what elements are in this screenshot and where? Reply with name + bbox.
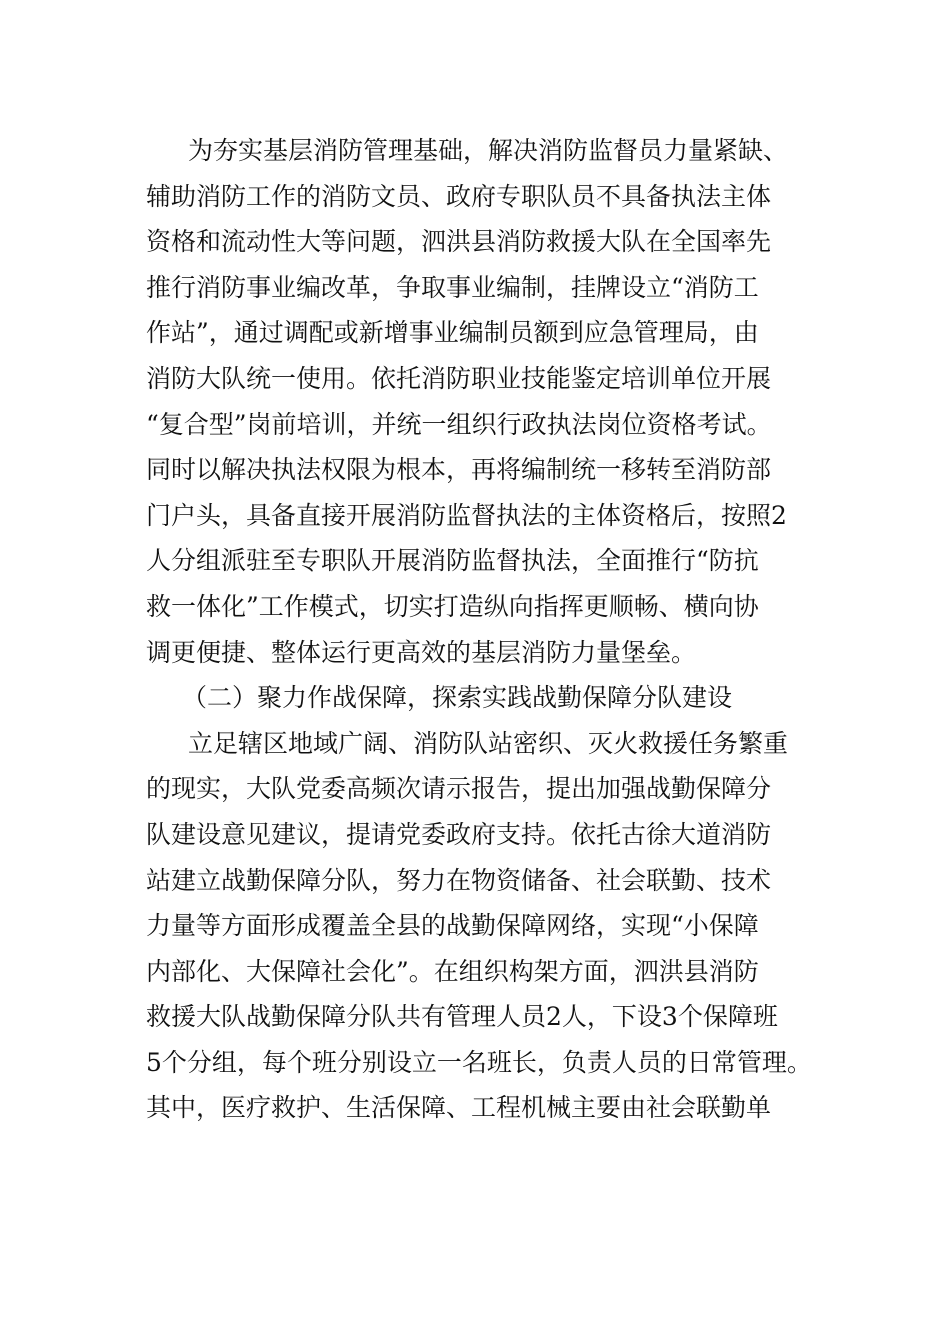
text-line: 人分组派驻至专职队开展消防监督执法，全面推行“防抗 [146, 546, 759, 576]
text-line: 救援大队战勤保障分队共有管理人员2人，下设3个保障班 [146, 1002, 778, 1032]
text-line: “复合型”岗前培训，并统一组织行政执法岗位资格考试。 [146, 409, 772, 439]
paragraph-1 [146, 128, 826, 675]
section-heading [146, 675, 826, 721]
text-line: 队建设意见建议，提请党委政府支持。依托古徐大道消防 [146, 819, 772, 849]
text-line: 立足辖区地域广阔、消防队站密织、灭火救援任务繁重 [188, 728, 789, 758]
text-line: 推行消防事业编改革，争取事业编制，挂牌设立“消防工 [146, 272, 759, 302]
document-body [146, 128, 826, 1131]
text-line: 门户头，具备直接开展消防监督执法的主体资格后，按照2 [146, 500, 787, 530]
text-line: 同时以解决执法权限为根本，再将编制统一移转至消防部 [146, 455, 772, 485]
text-line: 救一体化”工作模式，切实打造纵向指挥更顺畅、横向协 [146, 591, 759, 621]
section-heading-text: （二）聚力作战保障，探索实践战勤保障分队建设 [182, 683, 733, 713]
text-line: 消防大队统一使用。依托消防职业技能鉴定培训单位开展 [146, 363, 772, 393]
text-line: 5个分组，每个班分别设立一名班长，负责人员的日常管理。 [146, 1047, 812, 1077]
text-line: 力量等方面形成覆盖全县的战勤保障网络，实现“小保障 [146, 911, 759, 941]
text-line: 辅助消防工作的消防文员、政府专职队员不具备执法主体 [146, 181, 772, 211]
text-line: 资格和流动性大等问题，泗洪县消防救援大队在全国率先 [146, 227, 772, 257]
text-line: 其中，医疗救护、生活保障、工程机械主要由社会联勤单 [146, 1093, 772, 1123]
text-line: 的现实，大队党委高频次请示报告，提出加强战勤保障分 [146, 774, 772, 804]
text-line: 站建立战勤保障分队，努力在物资储备、社会联勤、技术 [146, 865, 772, 895]
text-line: 调更便捷、整体运行更高效的基层消防力量堡垒。 [146, 637, 697, 667]
text-line: 内部化、大保障社会化”。在组织构架方面，泗洪县消防 [146, 956, 759, 986]
paragraph-2 [146, 721, 826, 1131]
text-line: 为夯实基层消防管理基础，解决消防监督员力量紧缺、 [188, 136, 789, 165]
text-line: 作站”，通过调配或新增事业编制员额到应急管理局，由 [146, 318, 759, 348]
